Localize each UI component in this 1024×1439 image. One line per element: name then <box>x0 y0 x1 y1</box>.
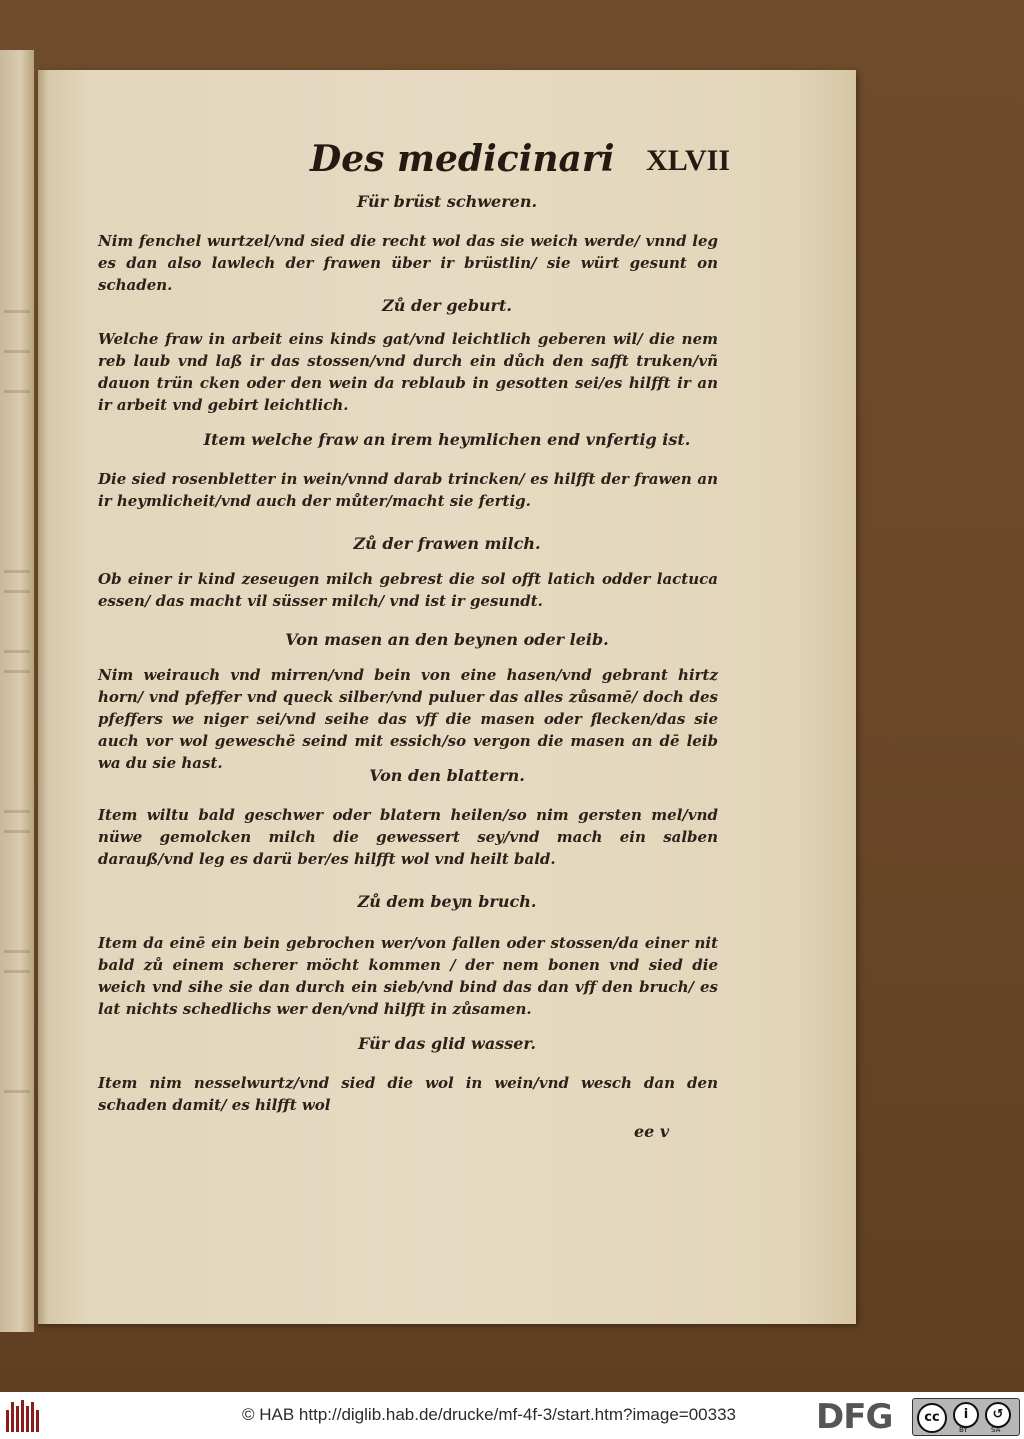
section-paragraph: Ob einer ir kind zeseugen milch gebrest die sol offt latich odder lactuca essen/ das macht vil süsser milch/ vnd ist ir gesundt. <box>98 570 718 610</box>
section-heading: Von den blattern. <box>369 766 525 785</box>
sa-label: SA <box>991 1426 1001 1434</box>
facing-page-edge <box>0 50 34 1332</box>
section-paragraph: Nim weirauch vnd mirren/vnd bein von eine hasen/vnd gebrant hirtz horn/ vnd pfeffer vnd queck silber/vnd puluer das alles zůsamē/ doch des pfeffers we niger sei/vnd seihe das vff die masen oder flecken/das sie auch vor wol geweschē seind mit essich/so vergon die masen an dē leib wa du sie hast. <box>98 666 718 772</box>
folio-number: XLVII <box>646 144 730 177</box>
signature-mark: ee v <box>634 1122 670 1141</box>
running-title: Des medicinari <box>310 138 615 180</box>
section-paragraph: Welche fraw in arbeit eins kinds gat/vnd leichtlich geberen wil/ die nem reb laub vnd laß ir das stossen/vnd durch ein důch den safft truken/vñ dauon trün cken oder den wein da reblaub in gesotten sei/es hilfft ir an ir arbeit vnd gebirt leichtlich. <box>98 330 718 414</box>
section-heading: Zů der geburt. <box>382 296 512 315</box>
section-heading: Für das glid wasser. <box>358 1034 536 1053</box>
attribution-icon: i <box>953 1402 979 1428</box>
section-heading: Von masen an den beynen oder leib. <box>285 630 609 649</box>
book-page <box>38 70 856 1324</box>
section-heading: Item welche fraw an irem heymlichen end vnfertig ist. <box>203 430 691 449</box>
section-paragraph: Item da einē ein bein gebrochen wer/von fallen oder stossen/da einer nit bald zů einem scherer möcht kommen / der nem bonen vnd sied die weich vnd sihe sie dan durch ein sieb/vnd bind das dan vff den bruch/ es lat nichts schedlichs wer den/vnd hilfft in zůsamen. <box>98 934 718 1018</box>
running-head <box>310 138 730 184</box>
section-paragraph: Item wiltu bald geschwer oder blatern heilen/so nim gersten mel/vnd nüwe gemolcken milch die gewessert sey/vnd mach ein salben darauß/vnd leg es darü ber/es hilfft wol vnd heilt bald. <box>98 806 718 868</box>
section-heading: Für brüst schweren. <box>356 192 538 211</box>
section-paragraph: Item nim nesselwurtz/vnd sied die wol in wein/vnd wesch dan den schaden damit/ es hilfft wol <box>98 1074 718 1114</box>
cc-license-badge[interactable] <box>912 1398 1020 1436</box>
share-alike-icon: ↺ <box>985 1402 1011 1428</box>
source-credit-link[interactable]: © HAB http://diglib.hab.de/drucke/mf-4f-3/start.htm?image=00333 <box>242 1405 736 1424</box>
cc-icon: cc <box>917 1403 947 1433</box>
section-paragraph: Die sied rosenbletter in wein/vnnd darab trincken/ es hilfft der frawen an ir heymlicheit/vnd auch der můter/macht sie fertig. <box>98 470 718 510</box>
dfg-logo: DFG <box>816 1397 893 1437</box>
hab-library-icon <box>6 1400 40 1432</box>
footer-bar <box>0 1392 1024 1439</box>
section-paragraph: Nim fenchel wurtzel/vnd sied die recht wol das sie weich werde/ vnnd leg es dan also lawlech der frawen über ir brüstlin/ sie würt gesunt on schaden. <box>98 232 718 294</box>
by-label: BY <box>959 1426 968 1434</box>
page-gutter-shadow <box>38 70 48 1324</box>
section-heading: Zů der frawen milch. <box>353 534 541 553</box>
section-heading: Zů dem beyn bruch. <box>357 892 537 911</box>
